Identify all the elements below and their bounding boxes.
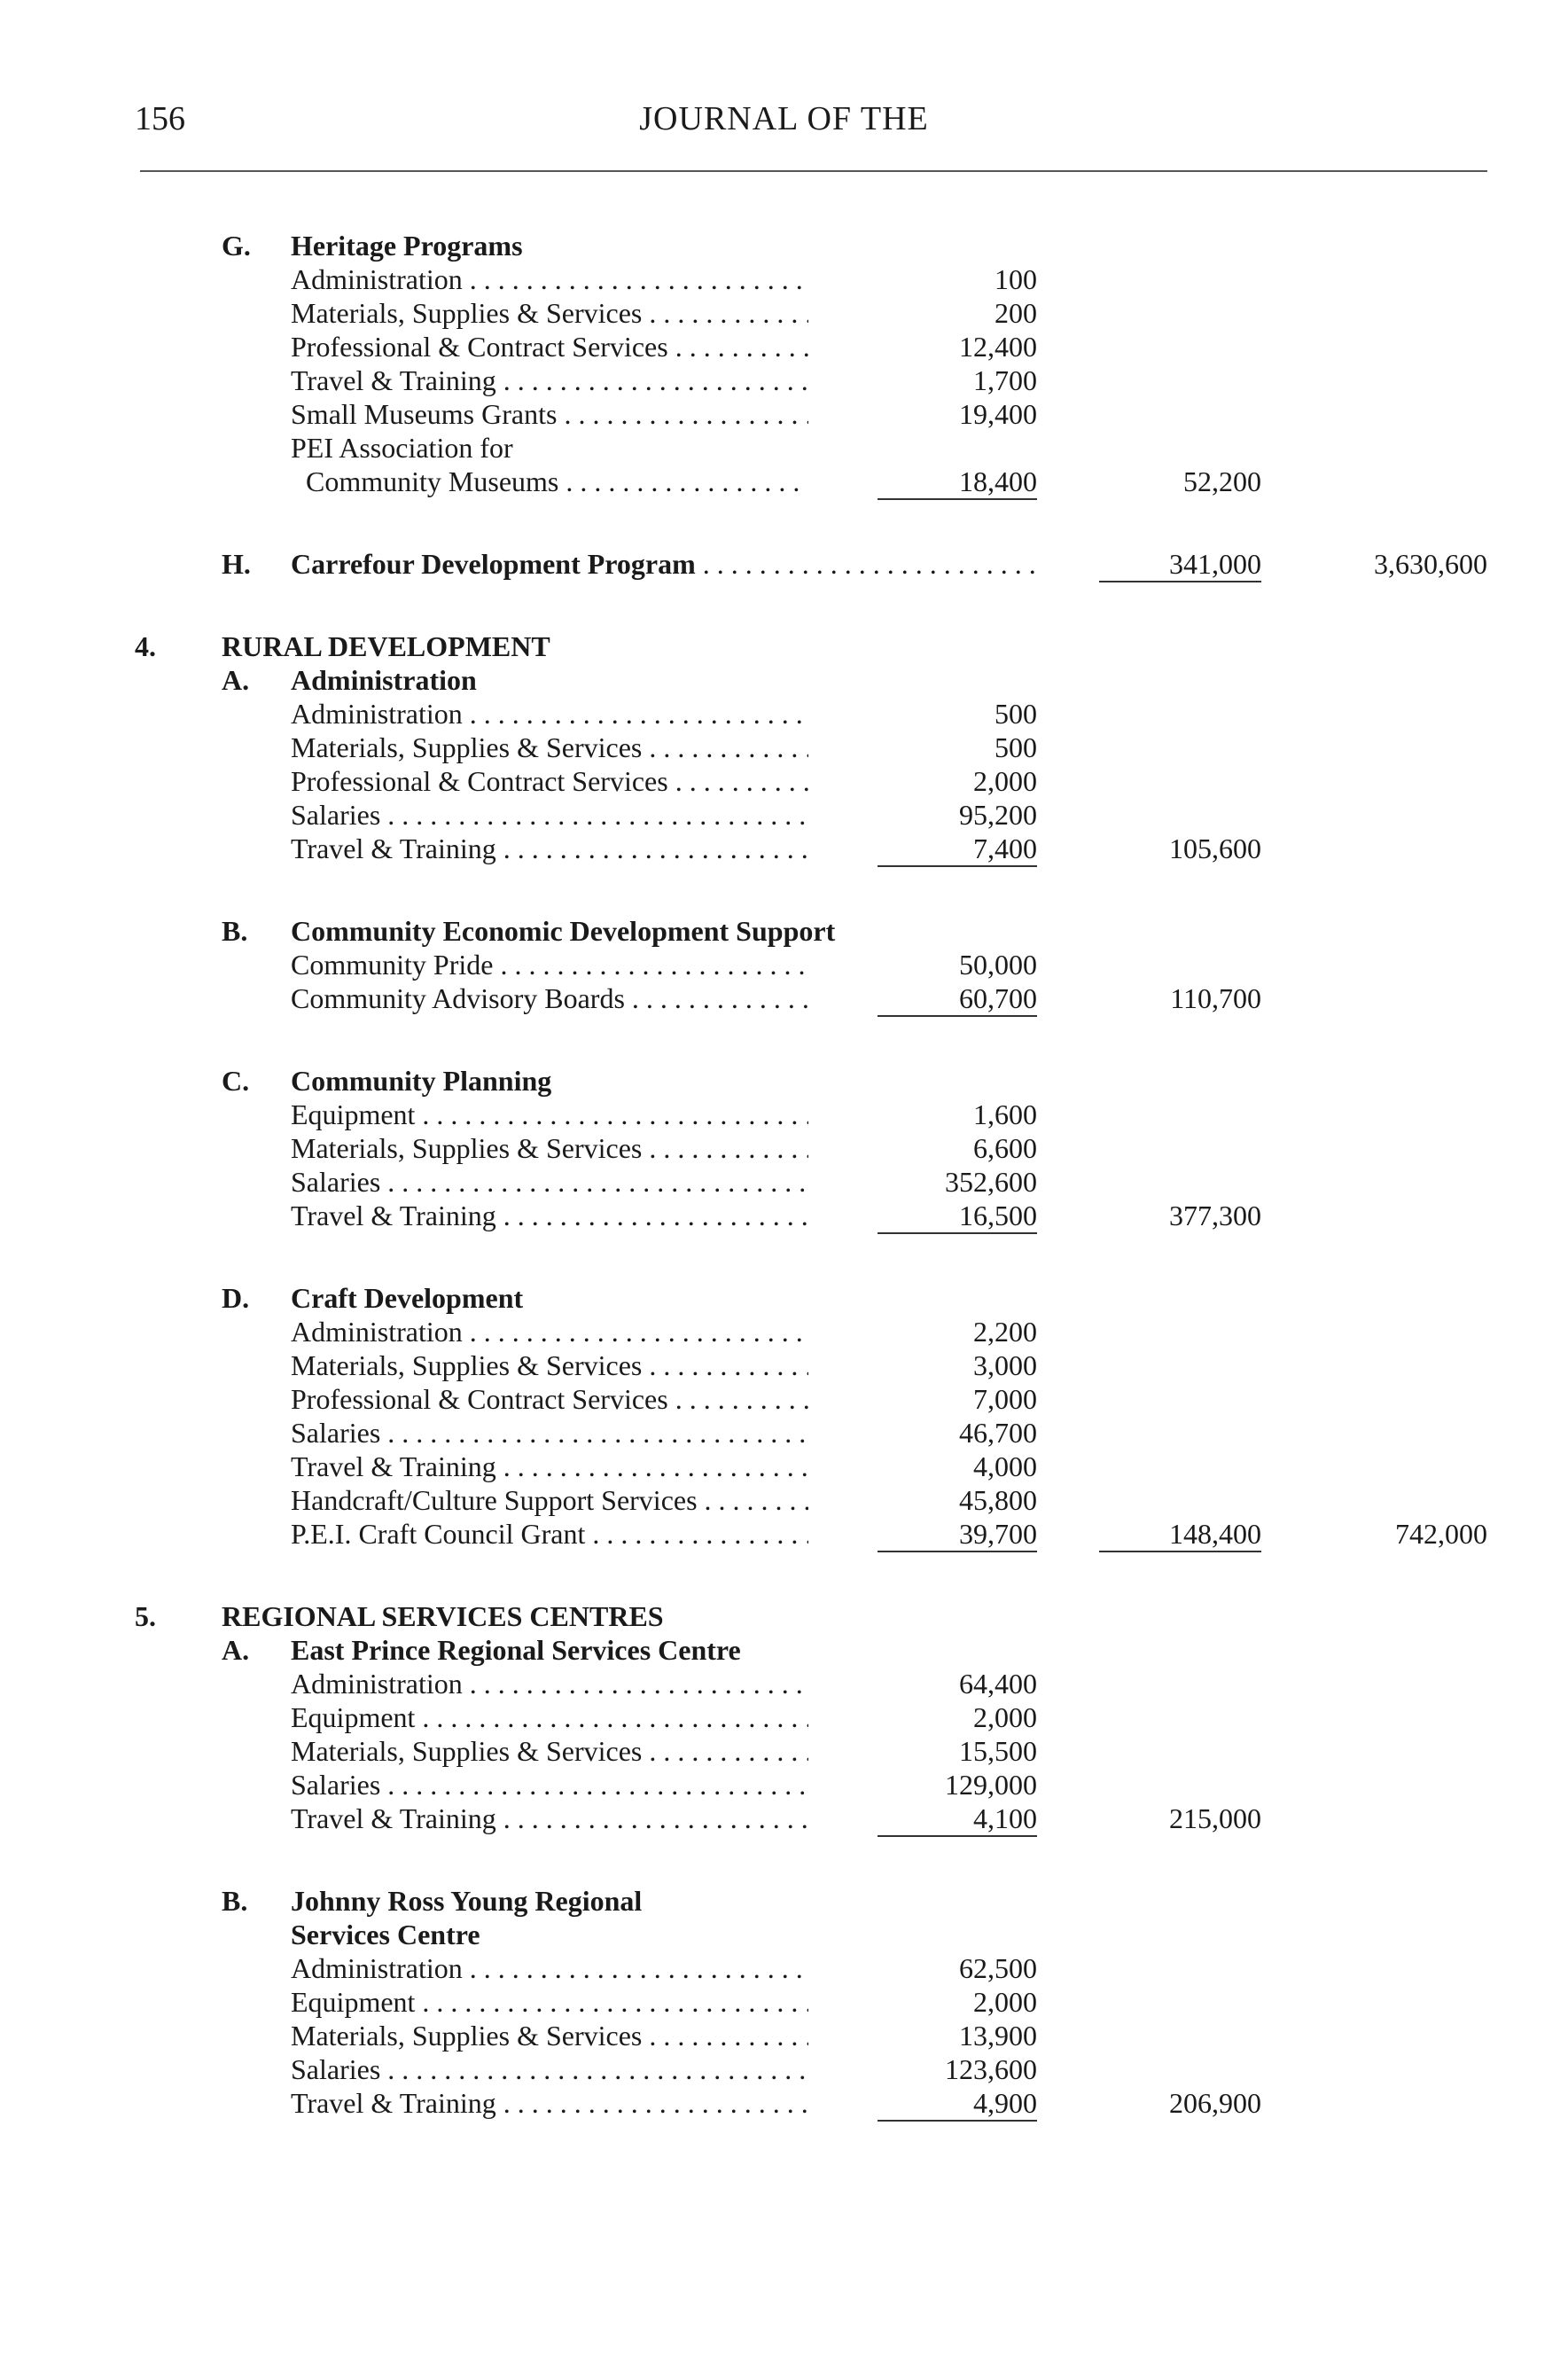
line-item <box>0 731 1568 764</box>
journal-title: JOURNAL OF THE <box>639 100 929 137</box>
item-amount: 2,000 <box>973 1701 1037 1733</box>
line-item <box>0 798 1568 832</box>
item-label: Salaries . . . <box>291 1416 808 1450</box>
item-label: Travel & Training . . . <box>291 832 808 865</box>
item-amount: 1,700 <box>973 364 1037 396</box>
item-amount: 100 <box>995 263 1037 295</box>
item-label: Travel & Training . . . <box>291 2086 808 2120</box>
item-label: Travel & Training . . . <box>291 363 808 397</box>
line-item <box>0 981 1568 1015</box>
subtotal-amount: 341,000 <box>1099 547 1261 582</box>
line-item <box>0 2086 1568 2120</box>
line-item <box>0 465 1568 498</box>
item-label: Professional & Contract Services . . . <box>291 1382 808 1416</box>
page-number: 156 <box>135 100 185 137</box>
row-spacer <box>0 581 1568 629</box>
line-item <box>0 262 1568 296</box>
line-item <box>0 363 1568 397</box>
item-label: Community Museums . . . <box>306 465 808 498</box>
subsection-heading-continued <box>0 1918 1568 1951</box>
item-amount: 129,000 <box>945 1769 1037 1801</box>
item-label: Materials, Supplies & Services . . . <box>291 296 808 330</box>
subsection-letter: B. <box>222 915 248 947</box>
subsection-letter: H. <box>222 548 251 580</box>
item-label: Materials, Supplies & Services . . . <box>291 1348 808 1382</box>
item-label: Community Pride . . . <box>291 948 808 981</box>
subtotal-amount: 215,000 <box>1169 1802 1261 1834</box>
line-item <box>0 1700 1568 1734</box>
line-item <box>0 2052 1568 2086</box>
item-label: Salaries . . . <box>291 1165 808 1199</box>
line-item <box>0 296 1568 330</box>
section-total-amount: 3,630,600 <box>1374 548 1487 580</box>
estimates-table <box>0 229 1568 2120</box>
subsection-letter: B. <box>222 1885 248 1917</box>
subsection-heading <box>0 914 1568 948</box>
line-item-label <box>0 431 1568 465</box>
item-label: Equipment . . . <box>291 1098 808 1131</box>
item-label: PEI Association for <box>291 432 513 464</box>
subsection-heading <box>0 1633 1568 1667</box>
item-label: Travel & Training . . . <box>291 1450 808 1483</box>
subsection-letter: C. <box>222 1065 250 1097</box>
header-rule <box>140 170 1487 172</box>
subsection-heading <box>0 229 1568 262</box>
item-label: Materials, Supplies & Services . . . <box>291 2019 808 2052</box>
line-item <box>0 764 1568 798</box>
subsection-letter: G. <box>222 230 251 262</box>
item-amount: 123,600 <box>945 2053 1037 2085</box>
item-amount: 7,400 <box>878 832 1037 867</box>
item-amount: 64,400 <box>959 1668 1037 1700</box>
section-total-amount: 742,000 <box>1395 1518 1487 1550</box>
page-header <box>0 99 1568 144</box>
section-heading <box>0 629 1568 663</box>
item-amount: 12,400 <box>959 331 1037 363</box>
item-amount: 45,800 <box>959 1484 1037 1516</box>
row-spacer <box>0 865 1568 914</box>
subsection-letter: A. <box>222 1634 250 1666</box>
section-title: RURAL DEVELOPMENT <box>222 630 550 662</box>
item-amount: 500 <box>995 731 1037 763</box>
subsection-letter: A. <box>222 664 250 696</box>
section-heading <box>0 1599 1568 1633</box>
subsection-title: Services Centre <box>291 1919 480 1950</box>
item-amount: 62,500 <box>959 1952 1037 1984</box>
item-amount: 4,000 <box>973 1450 1037 1482</box>
line-item <box>0 1416 1568 1450</box>
item-amount: 6,600 <box>973 1132 1037 1164</box>
row-spacer <box>0 1835 1568 1884</box>
subtotal-amount: 377,300 <box>1169 1200 1261 1231</box>
line-item <box>0 1802 1568 1835</box>
item-label: Salaries . . . <box>291 798 808 832</box>
line-item <box>0 1165 1568 1199</box>
subsection-heading <box>0 663 1568 697</box>
item-label: Administration . . . <box>291 697 808 731</box>
row-spacer <box>0 1232 1568 1281</box>
subtotal-amount: 206,900 <box>1169 2087 1261 2119</box>
subsection-title: Community Economic Development Support <box>291 915 836 947</box>
item-amount: 46,700 <box>959 1417 1037 1449</box>
subsection-letter: D. <box>222 1282 250 1314</box>
subsection-title: East Prince Regional Services Centre <box>291 1634 741 1666</box>
subsection-heading <box>0 1281 1568 1315</box>
line-item <box>0 1450 1568 1483</box>
line-item <box>0 1517 1568 1551</box>
subsection-title: Administration <box>291 664 477 696</box>
item-label: Materials, Supplies & Services . . . <box>291 1734 808 1768</box>
item-amount: 4,100 <box>878 1802 1037 1837</box>
item-label: Materials, Supplies & Services . . . <box>291 1131 808 1165</box>
line-item <box>0 948 1568 981</box>
line-item <box>0 1734 1568 1768</box>
item-label: Equipment . . . <box>291 1700 808 1734</box>
item-amount: 60,700 <box>878 981 1037 1017</box>
item-label: P.E.I. Craft Council Grant . . . <box>291 1517 808 1551</box>
line-item <box>0 1985 1568 2019</box>
item-label: Salaries . . . <box>291 2052 808 2086</box>
item-amount: 2,000 <box>973 1986 1037 2018</box>
item-label: Administration . . . <box>291 262 808 296</box>
item-label: Salaries . . . <box>291 1768 808 1802</box>
line-item <box>0 1199 1568 1232</box>
subtotal-amount: 52,200 <box>1183 465 1261 497</box>
line-item <box>0 397 1568 431</box>
line-item <box>0 697 1568 731</box>
section-number: 4. <box>135 630 156 662</box>
item-label: Professional & Contract Services . . . <box>291 764 808 798</box>
section-title: REGIONAL SERVICES CENTRES <box>222 1600 664 1632</box>
item-amount: 19,400 <box>959 398 1037 430</box>
subsection-title: Heritage Programs <box>291 230 523 262</box>
item-label: Materials, Supplies & Services . . . <box>291 731 808 764</box>
item-amount: 18,400 <box>878 465 1037 500</box>
program-total-row <box>0 547 1568 581</box>
line-item <box>0 330 1568 363</box>
subsection-title: Craft Development <box>291 1282 524 1314</box>
item-amount: 7,000 <box>973 1383 1037 1415</box>
line-item <box>0 1951 1568 1985</box>
item-label: Travel & Training . . . <box>291 1802 808 1835</box>
item-label: Small Museums Grants . . . <box>291 397 808 431</box>
program-label: Carrefour Development Program . . . <box>291 547 1035 581</box>
row-spacer <box>0 498 1568 547</box>
item-amount: 39,700 <box>878 1517 1037 1552</box>
item-amount: 3,000 <box>973 1349 1037 1381</box>
item-amount: 4,900 <box>878 2086 1037 2122</box>
line-item <box>0 1483 1568 1517</box>
item-label: Professional & Contract Services . . . <box>291 330 808 363</box>
line-item <box>0 1667 1568 1700</box>
line-item <box>0 1768 1568 1802</box>
subsection-heading <box>0 1884 1568 1918</box>
line-item <box>0 2019 1568 2052</box>
item-label: Handcraft/Culture Support Services . . . <box>291 1483 808 1517</box>
line-item <box>0 1315 1568 1348</box>
subsection-title: Community Planning <box>291 1065 552 1097</box>
item-label: Administration . . . <box>291 1951 808 1985</box>
subtotal-amount: 148,400 <box>1099 1517 1261 1552</box>
row-spacer <box>0 1015 1568 1064</box>
item-label: Administration . . . <box>291 1667 808 1700</box>
item-amount: 95,200 <box>959 799 1037 831</box>
item-amount: 15,500 <box>959 1735 1037 1767</box>
line-item <box>0 1348 1568 1382</box>
item-amount: 50,000 <box>959 949 1037 981</box>
line-item <box>0 1382 1568 1416</box>
subtotal-amount: 110,700 <box>1170 982 1261 1014</box>
item-amount: 2,200 <box>973 1316 1037 1348</box>
item-amount: 2,000 <box>973 765 1037 797</box>
item-label: Community Advisory Boards . . . <box>291 981 808 1015</box>
item-label: Travel & Training . . . <box>291 1199 808 1232</box>
item-label: Equipment . . . <box>291 1985 808 2019</box>
subsection-title: Johnny Ross Young Regional <box>291 1885 643 1917</box>
subtotal-amount: 105,600 <box>1169 832 1261 864</box>
line-item <box>0 832 1568 865</box>
subsection-heading <box>0 1064 1568 1098</box>
line-item <box>0 1131 1568 1165</box>
item-amount: 200 <box>995 297 1037 329</box>
item-amount: 352,600 <box>945 1166 1037 1198</box>
line-item <box>0 1098 1568 1131</box>
section-number: 5. <box>135 1600 156 1632</box>
item-amount: 500 <box>995 698 1037 730</box>
item-label: Administration . . . <box>291 1315 808 1348</box>
item-amount: 13,900 <box>959 2020 1037 2052</box>
item-amount: 16,500 <box>878 1199 1037 1234</box>
row-spacer <box>0 1551 1568 1599</box>
item-amount: 1,600 <box>973 1098 1037 1130</box>
